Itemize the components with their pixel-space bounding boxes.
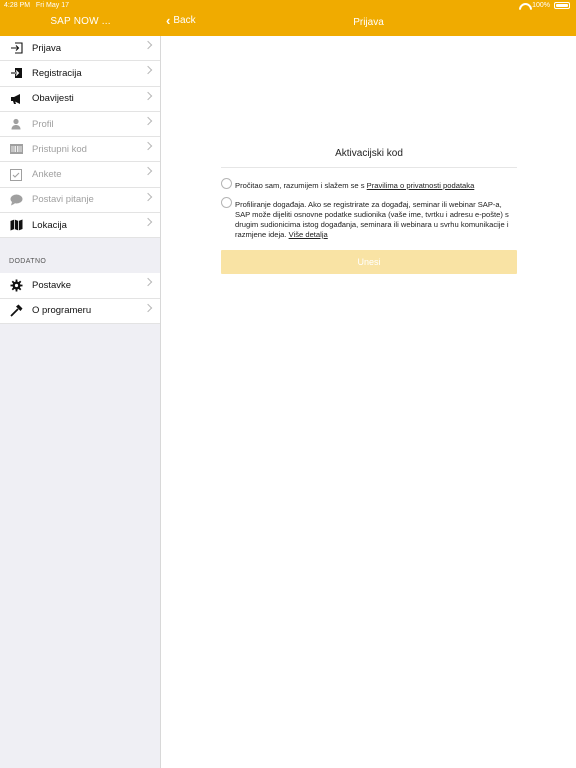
sidebar-item-label: O programeru bbox=[32, 305, 92, 317]
privacy-consent-text bbox=[235, 181, 474, 191]
top-bar bbox=[0, 0, 576, 36]
sidebar-item-label: Lokacija bbox=[32, 219, 67, 231]
sidebar-item-label: Prijava bbox=[32, 42, 62, 54]
sidebar-item-label: Obavijesti bbox=[32, 93, 74, 105]
battery-icon bbox=[554, 2, 570, 9]
more-details-link[interactable]: Više detalja bbox=[288, 230, 328, 239]
section-label-dodatno: DODATNO bbox=[9, 258, 47, 266]
chevron-left-icon: ‹ bbox=[166, 12, 171, 28]
chat-bubble-icon bbox=[9, 193, 23, 207]
chevron-right-icon bbox=[144, 117, 152, 125]
sidebar-item-obavijesti[interactable] bbox=[0, 87, 160, 112]
map-icon bbox=[9, 218, 23, 232]
sidebar-item-prijava[interactable] bbox=[0, 36, 160, 61]
megaphone-icon bbox=[9, 92, 23, 106]
profiling-text: Profiliranje događaja. Ako se registrirate za događaj, seminar ili webinar SAP-a, SAP može dijeliti osnovne podatke sudionika (vaše ime, tvrtku i adresu e-pošte) s drugim sudionicima istog događanja, seminara ili webinara u svrhu komunikacije i razmjene ideja. bbox=[235, 200, 509, 239]
privacy-consent-option[interactable] bbox=[221, 178, 517, 191]
chevron-right-icon bbox=[144, 41, 152, 49]
sidebar-item-pristupni-kod[interactable] bbox=[0, 137, 160, 162]
sidebar-item-label: Profil bbox=[32, 118, 54, 130]
wifi-icon bbox=[519, 3, 528, 9]
sidebar-item-label: Registracija bbox=[32, 67, 82, 79]
sidebar-item-postavi-pitanje[interactable] bbox=[0, 188, 160, 213]
status-right bbox=[519, 2, 570, 9]
sign-in-icon bbox=[9, 41, 23, 55]
status-date: Fri May 17 bbox=[35, 2, 69, 9]
sidebar-item-postavke[interactable] bbox=[0, 273, 160, 298]
chevron-right-icon bbox=[144, 193, 152, 201]
sidebar-title: SAP NOW ... bbox=[50, 16, 111, 27]
privacy-policy-link[interactable]: Pravilima o privatnosti podataka bbox=[366, 181, 475, 190]
gear-icon bbox=[9, 279, 23, 293]
sidebar-item-label: Postavke bbox=[32, 280, 72, 292]
privacy-consent-radio[interactable] bbox=[221, 178, 232, 189]
sidebar-item-o-programeru[interactable] bbox=[0, 299, 160, 324]
chevron-right-icon bbox=[144, 303, 152, 311]
event-profiling-text bbox=[235, 200, 517, 240]
chevron-right-icon bbox=[144, 218, 152, 226]
sidebar-item-lokacija[interactable] bbox=[0, 213, 160, 238]
sidebar bbox=[0, 36, 161, 768]
event-profiling-radio[interactable] bbox=[221, 197, 232, 208]
sidebar-menu bbox=[0, 36, 160, 238]
barcode-icon bbox=[9, 142, 23, 156]
back-label: Back bbox=[173, 15, 196, 26]
chevron-right-icon bbox=[144, 142, 152, 150]
event-profiling-option[interactable] bbox=[221, 197, 517, 240]
submit-button[interactable]: Unesi bbox=[221, 250, 517, 274]
register-icon bbox=[9, 66, 23, 80]
sidebar-item-profil[interactable] bbox=[0, 112, 160, 137]
sidebar-extra-menu bbox=[0, 273, 160, 324]
person-icon bbox=[9, 117, 23, 131]
status-time-date bbox=[4, 2, 69, 9]
battery-percent: 100% bbox=[532, 2, 550, 9]
chevron-right-icon bbox=[144, 66, 152, 74]
sidebar-item-registracija[interactable] bbox=[0, 61, 160, 86]
activation-form bbox=[221, 145, 517, 274]
page-title: Prijava bbox=[353, 17, 384, 28]
chevron-right-icon bbox=[144, 278, 152, 286]
status-time: 4:28 PM bbox=[4, 2, 31, 9]
consent-text: Pročitao sam, razumijem i slažem se s bbox=[235, 181, 367, 190]
sidebar-item-ankete[interactable] bbox=[0, 162, 160, 187]
sidebar-item-label: Ankete bbox=[32, 169, 62, 181]
chevron-right-icon bbox=[144, 91, 152, 99]
sidebar-item-label: Postavi pitanje bbox=[32, 194, 94, 206]
form-title: Aktivacijski kod bbox=[221, 145, 517, 168]
hammer-icon bbox=[9, 304, 23, 318]
checkbox-icon bbox=[9, 168, 23, 182]
chevron-right-icon bbox=[144, 167, 152, 175]
sidebar-item-label: Pristupni kod bbox=[32, 143, 87, 155]
